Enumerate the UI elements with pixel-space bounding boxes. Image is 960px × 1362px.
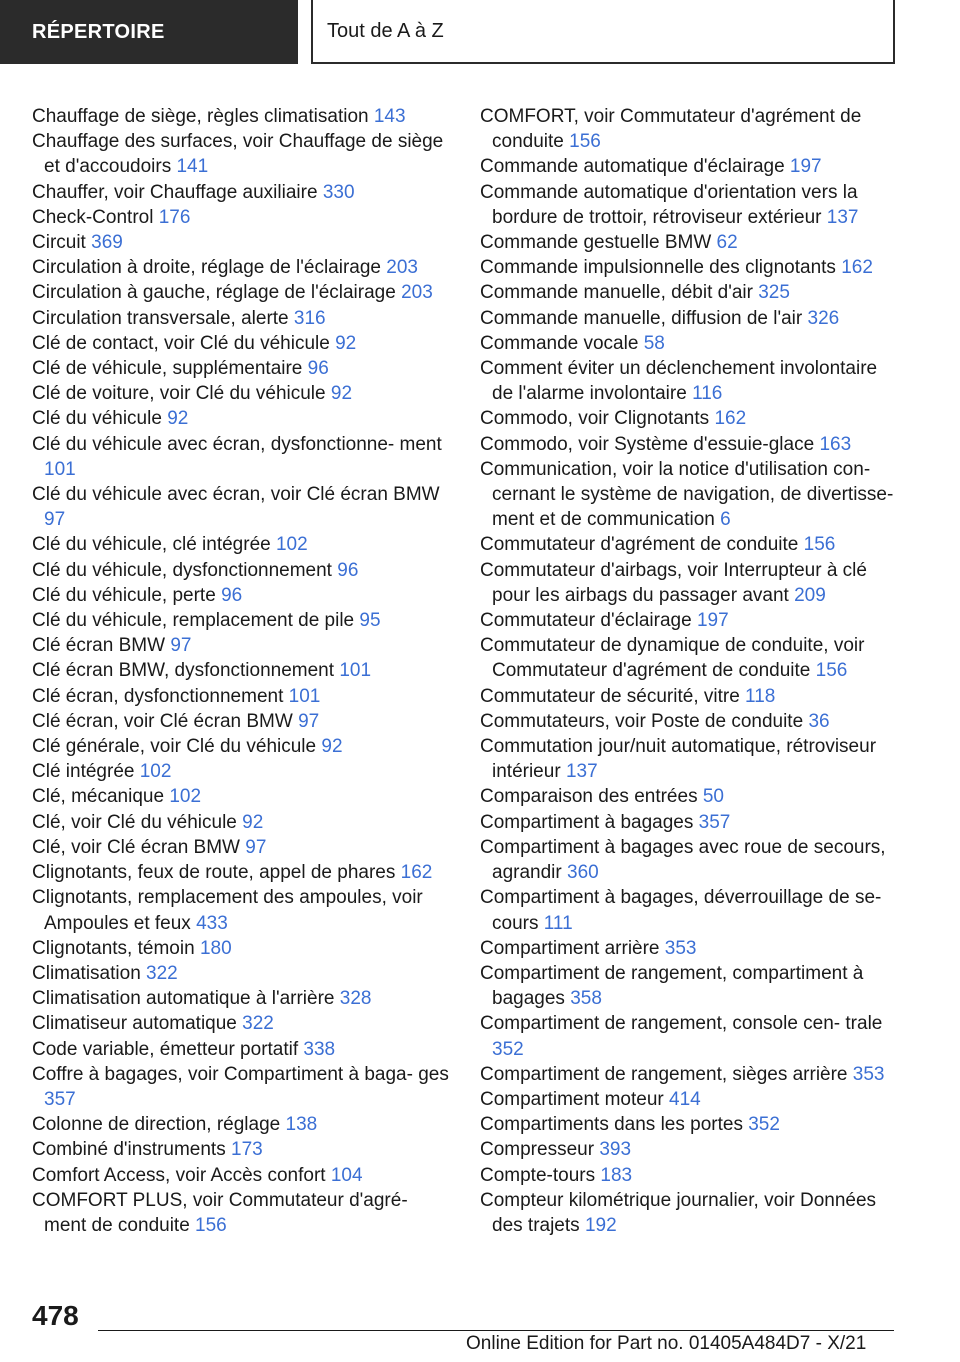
index-entry-page-link[interactable]: 322 [242,1013,274,1035]
index-entry-page-link[interactable]: 209 [794,584,826,606]
index-entry-page-link[interactable]: 393 [599,1139,632,1161]
index-entry-page-link[interactable]: 102 [169,786,202,808]
index-entry-page-link[interactable]: 143 [373,106,406,127]
index-entry [32,759,450,784]
index-entry-page-link[interactable]: 92 [321,736,343,758]
index-entry [32,356,450,381]
index-entry-page-link[interactable]: 156 [815,660,848,682]
index-entry-page-link[interactable]: 36 [808,710,830,732]
index-column-right [480,104,900,1238]
page-header [0,0,960,66]
index-entry [480,885,900,935]
index-entry [480,1062,900,1087]
index-entry-term: Commodo, voir Système d'essuie-glace [480,433,815,455]
index-entry-page-link[interactable]: 330 [322,181,355,203]
index-entry [480,1188,900,1238]
index-entry [32,784,450,809]
index-entry-term: Coffre à bagages, voir Compartiment à baga‐ ges [32,1063,449,1085]
index-entry-page-link[interactable]: 162 [714,408,747,430]
index-entry [480,255,900,280]
index-entry-term: Compartiment de rangement, compartiment à bagages [480,962,864,1010]
index-entry-page-link[interactable]: 338 [303,1038,336,1060]
index-entry [32,986,450,1011]
index-entry [480,961,900,1011]
section-tab-label: RÉPERTOIRE [32,20,165,43]
index-entry-term: Clé écran BMW [32,635,166,657]
index-entry [480,432,900,457]
index-entry-term: Clé du véhicule avec écran, voir Clé écran BMW [32,484,440,506]
index-entry [32,432,450,482]
index-entry-page-link[interactable]: 156 [569,131,601,153]
index-entry [32,255,450,280]
index-entry-term: Clé du véhicule, dysfonctionnement [32,559,332,581]
index-entry-page-link[interactable]: 101 [339,660,372,682]
index-entry-term: Comfort Access, voir Accès confort [32,1164,326,1186]
index-entry-page-link[interactable]: 197 [696,610,729,632]
index-entry-term: Compresseur [480,1139,595,1161]
index-entry-term: Chauffage de siège, règles climatisation [32,106,369,127]
index-entry-page-link[interactable]: 138 [285,1114,318,1136]
index-entry-page-link[interactable]: 92 [330,383,353,405]
index-entry-page-link[interactable]: 92 [167,408,189,430]
index-entry [480,280,900,305]
index-entry [32,230,450,255]
index-entry-page-link[interactable]: 352 [748,1114,780,1136]
index-entry-term: Code variable, émetteur portatif [32,1038,299,1060]
index-entry-page-link[interactable]: 116 [692,383,723,405]
index-entry-term: COMFORT, voir Commutateur d'agrément de conduite [480,106,862,153]
index-entry-page-link[interactable]: 433 [196,912,228,934]
index-entry-term: Clé, voir Clé du véhicule [32,811,237,833]
index-entry [32,1062,450,1112]
index-entry-page-link[interactable]: 92 [335,332,357,354]
index-entry-term: Commutateur de dynamique de conduite, voir Commutateur d'agrément de conduite [480,635,865,682]
index-entry [32,482,450,532]
index-entry-term: Clignotants, témoin [32,937,195,959]
index-entry [32,104,450,129]
index-entry-page-link[interactable]: 92 [242,811,264,833]
index-entry-page-link[interactable]: 50 [702,786,724,808]
chapter-tab[interactable] [311,0,895,64]
index-entry [480,532,900,557]
index-entry [480,936,900,961]
index-entry-term: Commutateurs, voir Poste de conduite [480,710,804,732]
index-entry [480,180,900,230]
footer-edition-text: Online Edition for Part no. 01405A484D7 - X/21 [466,1333,867,1354]
index-entry-page-link[interactable]: 203 [401,282,433,304]
chapter-tab-label: Tout de A à Z [327,19,444,42]
index-entry [480,558,900,608]
index-entry-page-link[interactable]: 162 [400,862,433,884]
index-entry-term: Circulation à droite, réglage de l'éclairage [32,257,381,279]
index-entry-term: Clignotants, feux de route, appel de phares [32,862,396,884]
index-entry-page-link[interactable]: 97 [245,836,267,858]
index-entry-page-link[interactable]: 326 [807,307,840,329]
section-tab[interactable] [0,0,298,64]
index-entry-page-link[interactable]: 96 [337,559,359,581]
index-entry [480,406,900,431]
index-entry-page-link[interactable]: 192 [584,1214,617,1236]
index-entry-page-link[interactable]: 358 [570,988,602,1010]
index-entry-term: Circulation à gauche, réglage de l'éclairage [32,282,396,304]
page-number: 478 [32,1300,79,1331]
index-entry [32,860,450,885]
index-entry-page-link[interactable]: 173 [231,1139,263,1161]
index-entry-term: Compteur kilométrique journalier, voir Données des trajets [480,1189,877,1236]
index-entry-term: Communication, voir la notice d'utilisation con‐ cernant le système de navigation, de divertisse‐ ment et de communication [480,458,894,531]
index-entry-page-link[interactable]: 137 [565,761,598,783]
index-entry-page-link[interactable]: 6 [720,509,731,531]
index-entry [480,230,900,255]
index-entry-term: Clé du véhicule, remplacement de pile [32,610,355,632]
index-entry-term: Commande impulsionnelle des clignotants [480,257,836,279]
index-entry-page-link[interactable]: 163 [819,433,852,455]
index-entry [480,104,900,154]
index-entry-page-link[interactable]: 316 [293,307,326,329]
index-entry-page-link[interactable]: 118 [745,685,776,707]
index-entry-term: Clé de voiture, voir Clé du véhicule [32,383,326,405]
index-entry-term: Commutateur d'éclairage [480,610,692,632]
index-entry-term: Compartiment de rangement, sièges arrière [480,1063,848,1085]
index-entry [480,709,900,734]
index-entry-page-link[interactable]: 96 [307,358,329,380]
index-entry-page-link[interactable]: 176 [158,206,191,228]
index-entry-term: Commande gestuelle BMW [480,232,712,254]
index-entry-term: Colonne de direction, réglage [32,1114,281,1136]
index-entry-term: Clé du véhicule avec écran, dysfonctionne‐ ment [32,433,442,455]
index-entry [480,306,900,331]
index-entry [480,734,900,784]
index-entry [480,608,900,633]
index-entry-term: Compartiment à bagages, déverrouillage de se‐ cours [480,887,882,934]
index-entry-term: Commande automatique d'éclairage [480,156,785,178]
index-entry [480,356,900,406]
index-entry [32,381,450,406]
index-entry [32,129,450,179]
index-entry-page-link[interactable]: 162 [841,257,873,279]
index-entry-term: Comparaison des entrées [480,786,698,808]
index-entry-term: Commutation jour/nuit automatique, rétroviseur intérieur [480,736,877,783]
index-entry [32,1112,450,1137]
index-entry-page-link[interactable]: 353 [852,1063,885,1085]
index-entry [32,532,450,557]
index-entry-page-link[interactable]: 137 [826,206,859,228]
index-entry-page-link[interactable]: 360 [567,862,599,884]
index-entry-term: Compartiment de rangement, console cen‐ trale [480,1013,883,1035]
index-entry [32,936,450,961]
index-entry-page-link[interactable]: 183 [600,1164,633,1186]
index-entry-term: Commutateur de sécurité, vitre [480,685,740,707]
index-entry-page-link[interactable]: 97 [170,635,192,657]
index-entry-term: Combiné d'instruments [32,1139,226,1161]
index-entry-term: Compartiment moteur [480,1088,664,1110]
index-entry [480,1137,900,1162]
index-entry-term: Commande manuelle, diffusion de l'air [480,307,803,329]
index-entry-term: COMFORT PLUS, voir Commutateur d'agré‐ ment de conduite [32,1189,408,1236]
index-entry [32,1137,450,1162]
index-entry [32,633,450,658]
index-entry-term: Comment éviter un déclenchement involontaire de l'alarme involontaire [480,358,878,405]
index-entry [32,583,450,608]
index-entry-term: Clignotants, remplacement des ampoules, voir Ampoules et feux [32,887,423,934]
index-entry-term: Chauffage des surfaces, voir Chauffage de siège et d'accoudoirs [32,131,444,178]
index-entry [32,658,450,683]
index-entry [480,1011,900,1061]
index-entry-term: Commutateur d'agrément de conduite [480,534,799,556]
index-entry-page-link[interactable]: 102 [275,534,308,556]
index-entry [32,406,450,431]
index-entry-page-link[interactable]: 203 [386,257,418,279]
index-entry-term: Climatiseur automatique [32,1013,237,1035]
index-entry-page-link[interactable]: 357 [698,811,731,833]
index-entry-term: Clé intégrée [32,761,135,783]
index-entry-page-link[interactable]: 58 [643,332,665,354]
index-entry-term: Clé, voir Clé écran BMW [32,836,240,858]
index-entry [480,784,900,809]
index-entry [32,306,450,331]
index-entry [480,684,900,709]
index-entry-page-link[interactable]: 97 [44,509,66,531]
index-entry [32,608,450,633]
index-entry-term: Clé écran, voir Clé écran BMW [32,710,293,732]
index-entry [480,1087,900,1112]
index-entry-page-link[interactable]: 353 [664,937,697,959]
index-entry-page-link[interactable]: 156 [803,534,836,556]
index-entry [32,558,450,583]
index-entry-page-link[interactable]: 414 [669,1088,701,1110]
index-entry [32,1163,450,1188]
index-entry-term: Circulation transversale, alerte [32,307,289,329]
index-entry-page-link[interactable]: 101 [288,685,321,707]
index-entry [480,810,900,835]
index-entry [480,457,900,533]
index-entry-page-link[interactable]: 369 [91,232,123,254]
index-entry-page-link[interactable]: 97 [298,710,320,732]
index-entry-term: Clé écran BMW, dysfonctionnement [32,660,335,682]
index-entry-page-link[interactable]: 322 [146,962,178,984]
index-entry [32,810,450,835]
index-entry-page-link[interactable]: 325 [758,282,790,304]
index-entry [32,180,450,205]
index-entry-term: Commutateur d'airbags, voir Interrupteur à clé pour les airbags du passager avant [480,559,867,606]
index-entry [32,734,450,759]
index-entry-term: Clé de véhicule, supplémentaire [32,358,303,380]
index-column-left [32,104,450,1238]
index-entry [32,961,450,986]
index-entry-page-link[interactable]: 104 [330,1164,363,1186]
index-entry-page-link[interactable]: 141 [176,156,209,178]
index-entry [32,331,450,356]
index-entry-term: Clé du véhicule [32,408,162,430]
index-entry-page-link[interactable]: 95 [359,610,381,632]
index-entry-page-link[interactable]: 357 [44,1088,76,1110]
index-entry-term: Commande vocale [480,332,639,354]
index-entry-term: Check-Control [32,206,154,228]
index-entry [480,633,900,683]
index-entry-term: Climatisation [32,962,141,984]
index-entry-page-link[interactable]: 111 [543,912,573,934]
index-entry-page-link[interactable]: 328 [339,988,372,1010]
index-entry-term: Compartiment arrière [480,937,660,959]
index-entry-term: Commande manuelle, débit d'air [480,282,753,304]
index-entry-page-link[interactable]: 180 [199,937,232,959]
index-entry-page-link[interactable]: 101 [44,458,76,480]
index-entry-term: Compartiment à bagages avec roue de secours, agrandir [480,836,886,884]
index-entry-term: Commodo, voir Clignotants [480,408,710,430]
index-entry-page-link[interactable]: 62 [716,232,738,254]
index-entry-term: Chauffer, voir Chauffage auxiliaire [32,181,318,203]
index-entry-term: Clé, mécanique [32,786,165,808]
index-entry-term: Clé générale, voir Clé du véhicule [32,736,317,758]
index-entry [32,835,450,860]
index-entry-page-link[interactable]: 156 [195,1214,227,1236]
index-entry-page-link[interactable]: 96 [221,584,243,606]
index-entry-page-link[interactable]: 102 [139,761,172,783]
index-entry [32,280,450,305]
index-entry-term: Compartiment à bagages [480,811,694,833]
index-entry [32,1188,450,1238]
index-entry-page-link[interactable]: 197 [789,156,822,178]
index-entry [32,885,450,935]
index-entry-term: Clé écran, dysfonctionnement [32,685,284,707]
index-entry [32,709,450,734]
index-entry-term: Compartiments dans les portes [480,1114,743,1136]
index-entry-term: Climatisation automatique à l'arrière [32,988,335,1010]
index-entry [32,205,450,230]
index-entry [480,835,900,885]
index-entry-term: Commande automatique d'orientation vers la bordure de trottoir, rétroviseur extérieur [480,181,858,228]
index-entry [32,1011,450,1036]
index-entry-term: Clé de contact, voir Clé du véhicule [32,332,330,354]
index-entry [480,1163,900,1188]
index-entry [32,684,450,709]
index-entry [480,154,900,179]
index-entry [32,1037,450,1062]
index-entry [480,1112,900,1137]
index-entry [480,331,900,356]
index-entry-term: Compte-tours [480,1164,596,1186]
index-entry-term: Clé du véhicule, perte [32,584,216,606]
index-entry-page-link[interactable]: 352 [492,1038,524,1060]
footer-divider [98,1330,894,1331]
index-entry-term: Circuit [32,232,86,254]
index-entry-term: Clé du véhicule, clé intégrée [32,534,271,556]
